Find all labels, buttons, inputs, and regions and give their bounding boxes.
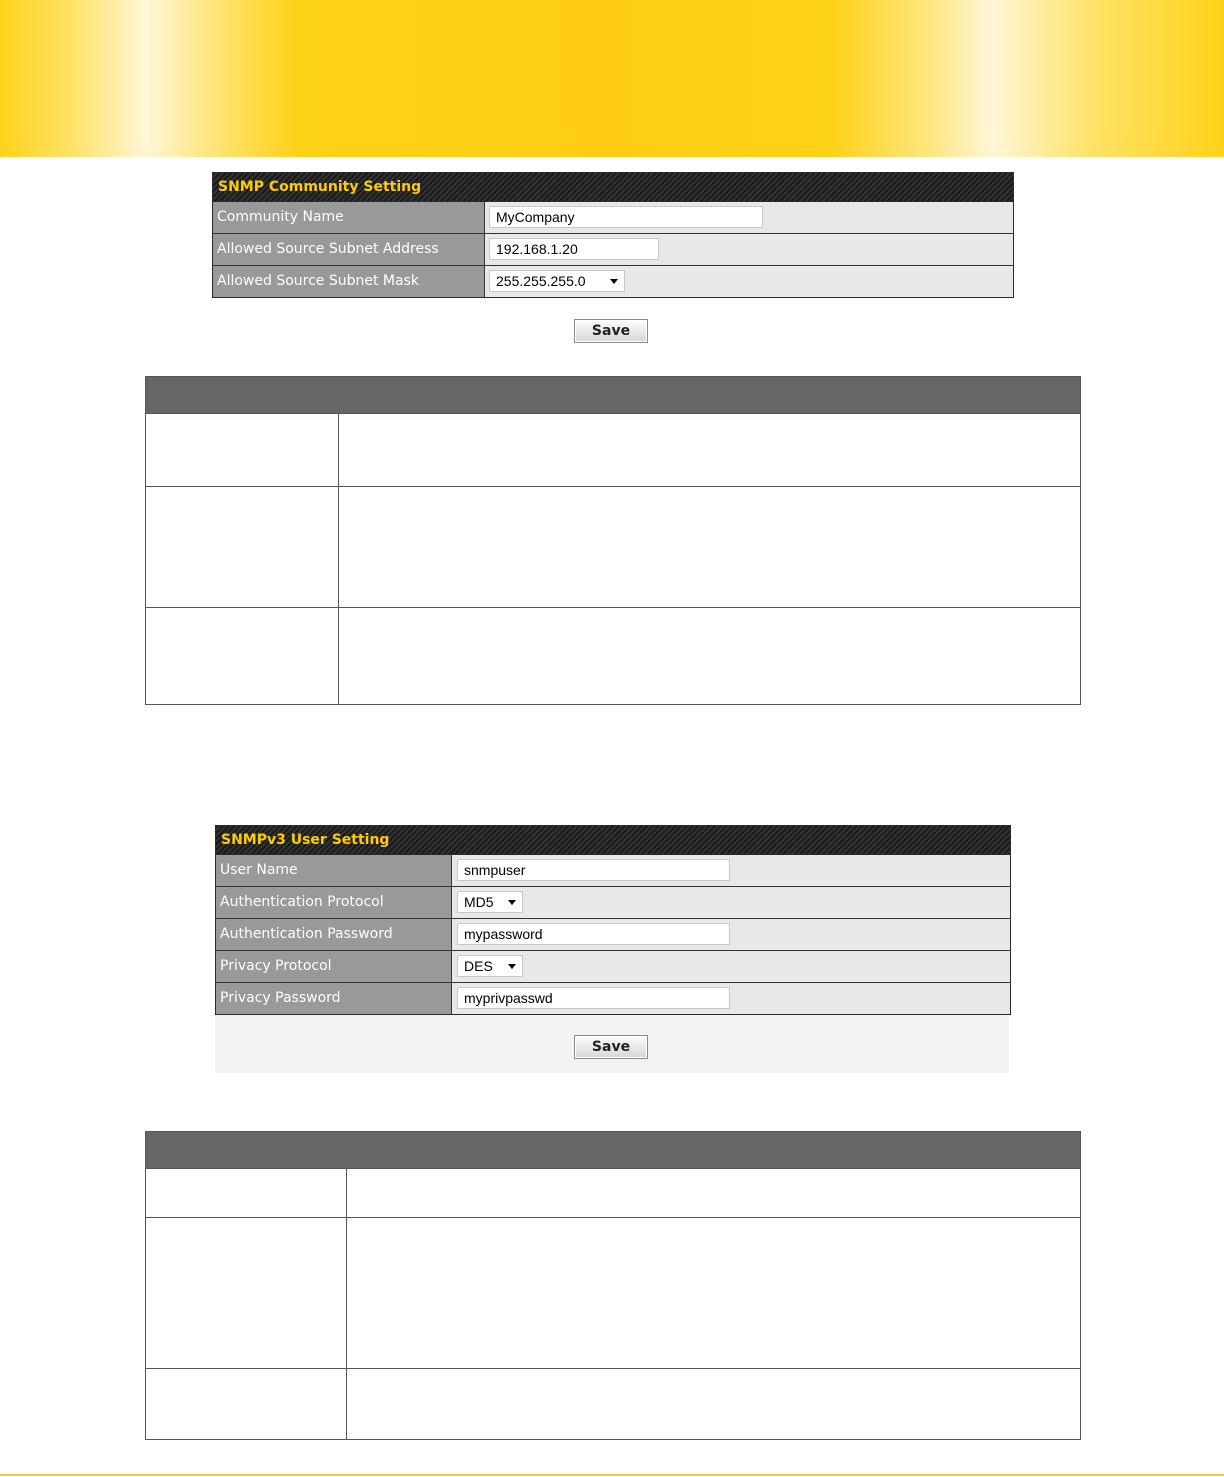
- privacy-protocol-select[interactable]: [457, 955, 523, 977]
- subnet-address-row: [213, 234, 1013, 266]
- footer-rule: [0, 1474, 1224, 1476]
- field-label: Community Name: [213, 202, 485, 233]
- v3user-description-table: [145, 1131, 1081, 1440]
- privacy-password-row: [216, 983, 1010, 1014]
- auth-protocol-select[interactable]: [457, 891, 523, 913]
- community-name-input[interactable]: MyCompany: [489, 206, 763, 228]
- auth-password-input[interactable]: mypassword: [457, 923, 730, 945]
- select-value: MD5: [464, 894, 494, 910]
- table-row: [146, 487, 1080, 608]
- community-name-row: [213, 202, 1013, 234]
- table-header: [146, 377, 1080, 414]
- field-label: Privacy Password: [216, 983, 452, 1014]
- panel-title: SNMPv3 User Setting: [216, 826, 1010, 855]
- field-label: Authentication Protocol: [216, 887, 452, 918]
- select-value: DES: [464, 958, 493, 974]
- snmp-community-panel: [212, 172, 1014, 298]
- table-row: [146, 1169, 1080, 1218]
- user-name-row: [216, 855, 1010, 887]
- auth-protocol-row: [216, 887, 1010, 919]
- table-row: [146, 1369, 1080, 1440]
- chevron-down-icon: [508, 900, 516, 905]
- snmpv3-user-panel: [215, 825, 1011, 1015]
- field-label: Authentication Password: [216, 919, 452, 950]
- field-label: Allowed Source Subnet Mask: [213, 266, 485, 297]
- v3user-save-button[interactable]: Save: [574, 1035, 648, 1059]
- user-name-input[interactable]: snmpuser: [457, 859, 730, 881]
- community-description-table: [145, 376, 1081, 705]
- subnet-mask-select[interactable]: [489, 270, 625, 292]
- table-row: [146, 608, 1080, 705]
- select-value: 255.255.255.0: [496, 273, 586, 289]
- chevron-down-icon: [610, 279, 618, 284]
- table-header: [146, 1132, 1080, 1169]
- privacy-password-input[interactable]: myprivpasswd: [457, 987, 730, 1009]
- auth-password-row: [216, 919, 1010, 951]
- panel-title: SNMP Community Setting: [213, 173, 1013, 202]
- field-label: Privacy Protocol: [216, 951, 452, 982]
- community-save-button[interactable]: Save: [574, 319, 648, 343]
- subnet-mask-row: [213, 266, 1013, 297]
- table-row: [146, 414, 1080, 487]
- field-label: User Name: [216, 855, 452, 886]
- header-banner: [0, 0, 1224, 157]
- subnet-address-input[interactable]: 192.168.1.20: [489, 238, 659, 260]
- table-row: [146, 1218, 1080, 1369]
- privacy-protocol-row: [216, 951, 1010, 983]
- field-label: Allowed Source Subnet Address: [213, 234, 485, 265]
- chevron-down-icon: [508, 964, 516, 969]
